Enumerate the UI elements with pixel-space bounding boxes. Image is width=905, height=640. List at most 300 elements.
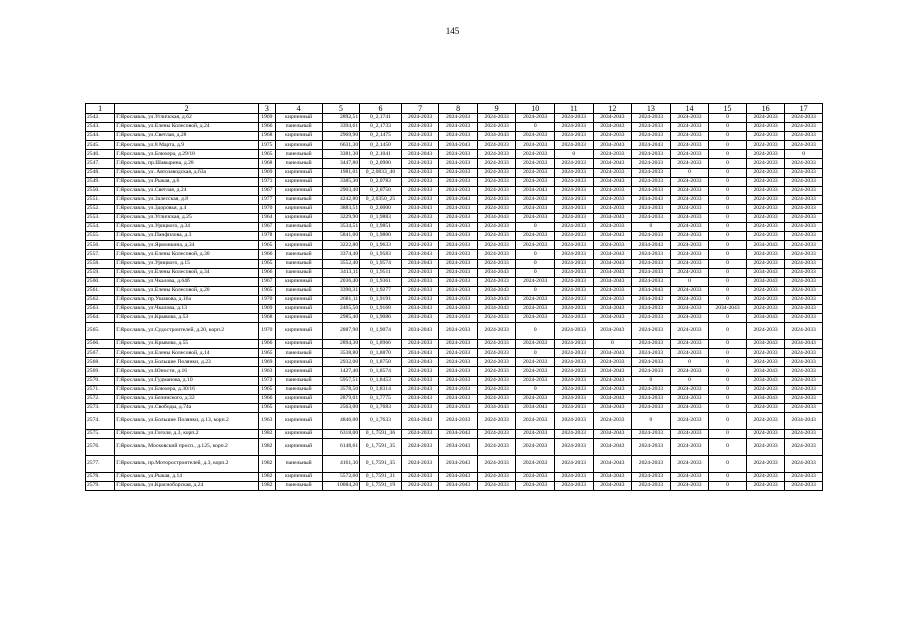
table-cell: 2024-2033 bbox=[746, 132, 785, 141]
table-cell: 2024-2033 bbox=[401, 268, 439, 277]
table-cell: 2024-2033 bbox=[477, 141, 516, 150]
table-cell: 0_1,8314 bbox=[360, 385, 402, 394]
table-cell: 0 bbox=[709, 250, 747, 259]
table-cell: 2024-2033 bbox=[477, 250, 516, 259]
table-cell: 2024-2033 bbox=[785, 482, 823, 491]
table-cell: 2024-2033 bbox=[516, 277, 555, 286]
table-cell: Г.Ярославль, ул.Урицкого, д.15 bbox=[115, 259, 259, 268]
table-cell: Г.Ярославль, ул.Красноборская, д.24 bbox=[115, 482, 259, 491]
table-cell: 4242,80 bbox=[322, 195, 360, 204]
table-cell: 2024-2033 bbox=[555, 277, 594, 286]
table-cell: 2024-2033 bbox=[746, 177, 785, 186]
table-cell: 2024-2033 bbox=[439, 412, 478, 429]
table-cell: 2024-2033 bbox=[516, 195, 555, 204]
table-cell: 0_2,0750 bbox=[360, 186, 402, 195]
table-cell: 2576. bbox=[86, 439, 115, 456]
column-header: 2 bbox=[115, 104, 259, 114]
table-cell: 2024-2033 bbox=[632, 214, 671, 223]
table-cell: 2546. bbox=[86, 150, 115, 159]
table-cell: 0 bbox=[785, 150, 823, 159]
table-cell: 2024-2033 bbox=[516, 177, 555, 186]
table-cell: 2024-2033 bbox=[593, 295, 632, 304]
table-cell: 2024-2033 bbox=[632, 473, 671, 482]
table-cell: 0_1,7591_36 bbox=[360, 429, 402, 438]
table-cell: 0 bbox=[516, 268, 555, 277]
table-cell: 2547. bbox=[86, 159, 115, 168]
table-cell: 2024-2033 bbox=[555, 349, 594, 358]
table-row bbox=[86, 376, 823, 385]
table-cell: 2024-2033 bbox=[555, 177, 594, 186]
table-cell: 2559. bbox=[86, 268, 115, 277]
table-cell: 2542. bbox=[86, 114, 115, 123]
table-cell: 0 bbox=[516, 223, 555, 232]
table-cell: 2024-2033 bbox=[632, 429, 671, 438]
table-cell: 2024-2033 bbox=[670, 403, 709, 412]
table-cell: 2550. bbox=[86, 186, 115, 195]
table-cell: Г.Ярославль, пр.Шавырина, д.28 bbox=[115, 159, 259, 168]
table-cell: 0 bbox=[670, 168, 709, 177]
column-header: 3 bbox=[259, 104, 276, 114]
table-cell: 2574. bbox=[86, 412, 115, 429]
table-cell: 2024-2033 bbox=[593, 195, 632, 204]
column-header: 14 bbox=[670, 104, 709, 114]
table-cell: 2024-2033 bbox=[401, 340, 439, 349]
table-cell: 2557. bbox=[86, 250, 115, 259]
table-row bbox=[86, 241, 823, 250]
table-cell: 2024-2033 bbox=[477, 204, 516, 213]
table-cell: 2024-2033 bbox=[516, 241, 555, 250]
table-cell: 2570. bbox=[86, 376, 115, 385]
table-cell: 0_1,7633 bbox=[360, 412, 402, 429]
table-cell: 0 bbox=[709, 385, 747, 394]
table-row bbox=[86, 141, 823, 150]
table-cell: 2034-2043 bbox=[593, 367, 632, 376]
table-cell: 0 bbox=[709, 412, 747, 429]
table-cell: 2034-2043 bbox=[593, 403, 632, 412]
table-cell: 1966 bbox=[259, 268, 276, 277]
table-row bbox=[86, 232, 823, 241]
table-cell: 2024-2033 bbox=[746, 439, 785, 456]
table-cell: 2024-2033 bbox=[746, 482, 785, 491]
table-cell: 0_1,9851 bbox=[360, 223, 402, 232]
table-cell: 0_1,7591_19 bbox=[360, 482, 402, 491]
table-cell: кирпичный bbox=[275, 304, 322, 313]
table-cell: 0 bbox=[709, 439, 747, 456]
table-cell: 2024-2033 bbox=[439, 323, 478, 340]
column-header: 16 bbox=[746, 104, 785, 114]
table-row bbox=[86, 295, 823, 304]
table-cell: 2558. bbox=[86, 259, 115, 268]
table-cell: Г.Ярославль, ул.Гудманова, д.10 bbox=[115, 376, 259, 385]
table-cell: кирпичный bbox=[275, 429, 322, 438]
table-row bbox=[86, 223, 823, 232]
table-cell: Г.Ярославль, ул.Урицкого, д.34 bbox=[115, 223, 259, 232]
table-cell: 2024-2033 bbox=[670, 367, 709, 376]
table-cell: Г.Ярославль, Московский просп., д.125, корп.2 bbox=[115, 439, 259, 456]
table-cell: 2024-2033 bbox=[670, 123, 709, 132]
table-cell: 2024-2033 bbox=[746, 114, 785, 123]
table-cell: 2024-2033 bbox=[439, 358, 478, 367]
table-cell: панельный bbox=[275, 223, 322, 232]
table-cell: 2024-2033 bbox=[670, 186, 709, 195]
table-cell: 2024-2033 bbox=[593, 186, 632, 195]
table-cell: панельный bbox=[275, 456, 322, 473]
table-cell: 2024-2033 bbox=[555, 482, 594, 491]
table-cell: 2024-2033 bbox=[632, 159, 671, 168]
table-cell: 2024-2033 bbox=[401, 177, 439, 186]
table-cell: Г.Ярославль, ул.Светлая, д.24 bbox=[115, 186, 259, 195]
table-cell: 2024-2033 bbox=[555, 232, 594, 241]
table-cell: 2551. bbox=[86, 195, 115, 204]
table-cell: 2568. bbox=[86, 358, 115, 367]
table-cell: 2024-2033 bbox=[516, 367, 555, 376]
table-cell: 2024-2033 bbox=[785, 168, 823, 177]
table-cell: 2024-2033 bbox=[746, 323, 785, 340]
table-cell: 1965 bbox=[259, 259, 276, 268]
table-cell: 2024-2033 bbox=[401, 439, 439, 456]
table-cell: 2034-2043 bbox=[401, 394, 439, 403]
table-cell: 0 bbox=[593, 340, 632, 349]
table-cell: 2024-2033 bbox=[746, 232, 785, 241]
table-row bbox=[86, 277, 823, 286]
table-cell: 2024-2033 bbox=[516, 456, 555, 473]
table-cell: 1981,01 bbox=[322, 168, 360, 177]
table-cell: Г.Ярославль, ул.Рыкая, д.6 bbox=[115, 177, 259, 186]
table-cell: 2024-2033 bbox=[516, 394, 555, 403]
table-cell: 2024-2033 bbox=[401, 456, 439, 473]
table-cell: 2554. bbox=[86, 223, 115, 232]
table-cell: 1965 bbox=[259, 385, 276, 394]
table-cell: 1966 bbox=[259, 340, 276, 349]
table-cell: 2024-2033 bbox=[670, 114, 709, 123]
table-cell: 2024-2033 bbox=[746, 186, 785, 195]
table-cell: 2024-2033 bbox=[401, 241, 439, 250]
table-cell: 2034-2043 bbox=[593, 439, 632, 456]
table-cell: 2024-2033 bbox=[670, 214, 709, 223]
table-cell: 2034-2043 bbox=[401, 385, 439, 394]
table-cell: 2562. bbox=[86, 295, 115, 304]
table-cell: 2024-2033 bbox=[477, 439, 516, 456]
table-cell: 2024-2033 bbox=[555, 412, 594, 429]
table-cell: 2024-2033 bbox=[439, 132, 478, 141]
table-cell: 2024-2033 bbox=[439, 168, 478, 177]
table-cell: 2024-2033 bbox=[555, 223, 594, 232]
table-cell: 0_1,9583 bbox=[360, 250, 402, 259]
table-cell: 2034-2043 bbox=[746, 314, 785, 323]
table-cell: 3394,61 bbox=[322, 123, 360, 132]
table-cell: 2024-2033 bbox=[477, 385, 516, 394]
table-cell: 2024-2033 bbox=[632, 323, 671, 340]
table-cell: 2024-2033 bbox=[439, 304, 478, 313]
table-cell: 1970 bbox=[259, 204, 276, 213]
table-cell: 2024-2033 bbox=[516, 314, 555, 323]
table-cell: 2024-2033 bbox=[670, 159, 709, 168]
table-row bbox=[86, 159, 823, 168]
table-cell: 2569. bbox=[86, 367, 115, 376]
table-row bbox=[86, 314, 823, 323]
table-cell: 2024-2033 bbox=[632, 123, 671, 132]
table-cell: 0_2,1741 bbox=[360, 114, 402, 123]
table-cell: 2024-2033 bbox=[785, 314, 823, 323]
table-row bbox=[86, 214, 823, 223]
table-row bbox=[86, 439, 823, 456]
table-cell: 2034-2043 bbox=[401, 349, 439, 358]
table-cell: панельный bbox=[275, 385, 322, 394]
column-header: 1 bbox=[86, 104, 115, 114]
table-cell: 2034-2043 bbox=[632, 295, 671, 304]
table-cell: 2024-2033 bbox=[555, 132, 594, 141]
table-cell: Г.Ярославль, ул.Чкалова, д.13 bbox=[115, 304, 259, 313]
table-cell: 2024-2033 bbox=[746, 304, 785, 313]
table-cell: 2024-2033 bbox=[593, 132, 632, 141]
table-cell: 2024-2033 bbox=[632, 268, 671, 277]
table-cell: 1965 bbox=[259, 349, 276, 358]
table-cell: 2024-2033 bbox=[785, 358, 823, 367]
table-cell: 0_1,9633 bbox=[360, 241, 402, 250]
table-cell: 2024-2033 bbox=[401, 403, 439, 412]
table-cell: 2034-2043 bbox=[439, 141, 478, 150]
table-cell: панельный bbox=[275, 286, 322, 295]
table-cell: 2024-2033 bbox=[632, 177, 671, 186]
table-cell: 2024-2033 bbox=[477, 456, 516, 473]
table-cell: 2034-2043 bbox=[593, 250, 632, 259]
table-cell: 2549. bbox=[86, 177, 115, 186]
table-cell: кирпичный bbox=[275, 323, 322, 340]
table-cell: 2024-2033 bbox=[477, 482, 516, 491]
table-cell: 2024-2033 bbox=[746, 150, 785, 159]
table-cell: 2024-2033 bbox=[746, 141, 785, 150]
table-row bbox=[86, 268, 823, 277]
table-cell: Г.Ярославль, ул.Юности, д.16 bbox=[115, 367, 259, 376]
table-row bbox=[86, 195, 823, 204]
table-cell: панельный bbox=[275, 250, 322, 259]
table-cell: 2024-2033 bbox=[785, 385, 823, 394]
table-cell: 2034-2043 bbox=[632, 195, 671, 204]
column-header: 5 bbox=[322, 104, 360, 114]
table-cell: Г.Ярославль, ул.Угличская, д.25 bbox=[115, 214, 259, 223]
table-cell: 2024-2033 bbox=[593, 168, 632, 177]
table-cell: 2024-2033 bbox=[670, 349, 709, 358]
table-cell: 2563. bbox=[86, 304, 115, 313]
table-cell: 2034-2043 bbox=[477, 132, 516, 141]
table-cell: 2034-2043 bbox=[593, 277, 632, 286]
table-cell: 2024-2033 bbox=[555, 394, 594, 403]
table-cell: 2024-2033 bbox=[746, 429, 785, 438]
table-cell: 2024-2033 bbox=[439, 314, 478, 323]
table-cell: 3385,30 bbox=[322, 177, 360, 186]
table-cell: кирпичный bbox=[275, 177, 322, 186]
table-cell: 1977 bbox=[259, 195, 276, 204]
table-cell: 2024-2033 bbox=[555, 204, 594, 213]
table-cell: 2024-2033 bbox=[439, 394, 478, 403]
table-cell: 3883,51 bbox=[322, 204, 360, 213]
table-cell: 2024-2033 bbox=[746, 349, 785, 358]
table-cell: 1972 bbox=[259, 376, 276, 385]
table-cell: 1965 bbox=[259, 150, 276, 159]
table-cell: 2034-2043 bbox=[593, 314, 632, 323]
table-cell: 2024-2033 bbox=[477, 429, 516, 438]
table-cell: 2024-2033 bbox=[785, 456, 823, 473]
table-cell: 2024-2033 bbox=[516, 214, 555, 223]
table-cell: 1971 bbox=[259, 177, 276, 186]
table-cell: 6631,30 bbox=[322, 141, 360, 150]
table-cell: 0 bbox=[709, 114, 747, 123]
table-cell: 2561. bbox=[86, 286, 115, 295]
table-cell: 2024-2033 bbox=[746, 168, 785, 177]
table-row bbox=[86, 340, 823, 349]
table-cell: 2024-2033 bbox=[516, 232, 555, 241]
table-cell: 3222,80 bbox=[322, 241, 360, 250]
table-cell: 2024-2033 bbox=[439, 340, 478, 349]
table-cell: 2034-2043 bbox=[401, 204, 439, 213]
table-cell: 2024-2033 bbox=[670, 268, 709, 277]
table-cell: Г.Ярославль, ул.Светлая, д.28 bbox=[115, 132, 259, 141]
table-cell: 1969 bbox=[259, 168, 276, 177]
table-cell: 2024-2033 bbox=[746, 223, 785, 232]
table-cell: 2024-2033 bbox=[477, 232, 516, 241]
table-cell: кирпичный bbox=[275, 214, 322, 223]
table-cell: 2024-2033 bbox=[477, 358, 516, 367]
table-cell: 2024-2033 bbox=[785, 403, 823, 412]
table-cell: 0 bbox=[709, 394, 747, 403]
table-cell: 2034-2043 bbox=[785, 340, 823, 349]
table-cell: панельный bbox=[275, 195, 322, 204]
table-cell: 0_2,1041 bbox=[360, 150, 402, 159]
table-cell: 2034-2043 bbox=[593, 349, 632, 358]
table-cell: 1965 bbox=[259, 241, 276, 250]
table-cell: 2024-2033 bbox=[516, 150, 555, 159]
table-cell: 2024-2033 bbox=[516, 340, 555, 349]
table-cell: 2024-2033 bbox=[477, 150, 516, 159]
table-cell: 0 bbox=[709, 482, 747, 491]
table-cell: 2024-2033 bbox=[670, 132, 709, 141]
column-header: 7 bbox=[401, 104, 439, 114]
table-cell: кирпичный bbox=[275, 241, 322, 250]
table-cell: 2024-2033 bbox=[439, 277, 478, 286]
table-cell: 2024-2033 bbox=[785, 323, 823, 340]
table-cell: 2024-2033 bbox=[785, 268, 823, 277]
table-cell: 2024-2033 bbox=[555, 403, 594, 412]
table-cell: Г.Ярославль, ул.Судостроителей, д.20, корп.2 bbox=[115, 323, 259, 340]
table-cell: 2024-2033 bbox=[516, 482, 555, 491]
table-cell: 2024-2033 bbox=[785, 141, 823, 150]
table-cell: 1969 bbox=[259, 358, 276, 367]
table-cell: 2024-2033 bbox=[746, 259, 785, 268]
table-cell: 2034-2043 bbox=[439, 456, 478, 473]
table-cell: 1969 bbox=[259, 114, 276, 123]
table-cell: 2024-2033 bbox=[477, 473, 516, 482]
table-cell: 1970 bbox=[259, 295, 276, 304]
table-cell: 2034-2043 bbox=[516, 186, 555, 195]
table-cell: 2024-2033 bbox=[439, 268, 478, 277]
table-cell: Г.Ярославль, ул.Здоровья, д.4 bbox=[115, 204, 259, 213]
table-cell: 2024-2033 bbox=[670, 150, 709, 159]
table-cell: 0_2,0900 bbox=[360, 159, 402, 168]
table-cell: 2024-2033 bbox=[785, 277, 823, 286]
table-cell: 2024-2033 bbox=[785, 177, 823, 186]
table-cell: 2024-2033 bbox=[439, 232, 478, 241]
table-cell: 2024-2033 bbox=[516, 473, 555, 482]
table-cell: 0_2,0833_40 bbox=[360, 168, 402, 177]
table-cell: 2024-2033 bbox=[401, 186, 439, 195]
table-cell: 2024-2033 bbox=[439, 223, 478, 232]
table-cell: 2543. bbox=[86, 123, 115, 132]
table-cell: 1966 bbox=[259, 394, 276, 403]
table-cell: 0 bbox=[670, 277, 709, 286]
table-cell: 0 bbox=[516, 349, 555, 358]
table-cell: 0_1,7591_31 bbox=[360, 473, 402, 482]
table-cell: Г.Ярославль, ул.Крывова, д.55 bbox=[115, 340, 259, 349]
table-cell: 2024-2033 bbox=[632, 168, 671, 177]
table-cell: 2545. bbox=[86, 141, 115, 150]
table-cell: 0 bbox=[709, 367, 747, 376]
table-cell: 2024-2033 bbox=[555, 141, 594, 150]
table-cell: 2024-2033 bbox=[555, 456, 594, 473]
housing-table bbox=[85, 103, 823, 491]
table-cell: 0 bbox=[709, 403, 747, 412]
table-cell: 2556. bbox=[86, 241, 115, 250]
table-cell: 2024-2033 bbox=[401, 114, 439, 123]
table-cell: 2932,00 bbox=[322, 358, 360, 367]
table-cell: 2034-2043 bbox=[593, 304, 632, 313]
table-cell: 0 bbox=[555, 150, 594, 159]
table-cell: 1982 bbox=[259, 456, 276, 473]
table-cell: 2024-2033 bbox=[555, 304, 594, 313]
table-row bbox=[86, 456, 823, 473]
table-cell: 2024-2033 bbox=[632, 259, 671, 268]
table-cell: 2024-2033 bbox=[439, 204, 478, 213]
column-header: 12 bbox=[593, 104, 632, 114]
table-cell: 2024-2033 bbox=[555, 123, 594, 132]
table-cell: 2024-2033 bbox=[439, 214, 478, 223]
table-cell: 0 bbox=[709, 232, 747, 241]
table-cell: 2024-2033 bbox=[555, 168, 594, 177]
table-cell: кирпичный bbox=[275, 403, 322, 412]
table-cell: панельный bbox=[275, 482, 322, 491]
table-cell: 2034-2043 bbox=[785, 412, 823, 429]
table-cell: 2024-2033 bbox=[555, 358, 594, 367]
table-row bbox=[86, 259, 823, 268]
table-row bbox=[86, 394, 823, 403]
table-cell: 2024-2033 bbox=[555, 314, 594, 323]
table-cell: 1969 bbox=[259, 304, 276, 313]
table-cell: 2024-2033 bbox=[555, 429, 594, 438]
table-cell: 2024-2033 bbox=[477, 241, 516, 250]
table-cell: 2024-2033 bbox=[477, 195, 516, 204]
column-header: 10 bbox=[516, 104, 555, 114]
table-cell: 2024-2033 bbox=[670, 482, 709, 491]
table-cell: 2024-2033 bbox=[401, 473, 439, 482]
table-cell: 1970 bbox=[259, 323, 276, 340]
table-cell: 2024-2033 bbox=[555, 439, 594, 456]
table-cell: 2024-2033 bbox=[746, 195, 785, 204]
table-cell: 2024-2033 bbox=[746, 385, 785, 394]
table-cell: 1963 bbox=[259, 367, 276, 376]
table-cell: 2024-2033 bbox=[477, 412, 516, 429]
table-cell: 0_2,1475 bbox=[360, 132, 402, 141]
table-cell: Г.Ярославль, пр.Ушакова, д.16а bbox=[115, 295, 259, 304]
table-cell: 2024-2033 bbox=[632, 186, 671, 195]
table-cell: 2024-2033 bbox=[401, 123, 439, 132]
table-cell: 2563,00 bbox=[322, 403, 360, 412]
table-cell: 5957,51 bbox=[322, 376, 360, 385]
table-cell: 0 bbox=[709, 358, 747, 367]
table-cell: 2024-2033 bbox=[785, 132, 823, 141]
table-cell: кирпичный bbox=[275, 314, 322, 323]
table-cell: 1967 bbox=[259, 186, 276, 195]
table-cell: 2024-2033 bbox=[632, 403, 671, 412]
table-cell: 2879,01 bbox=[322, 394, 360, 403]
